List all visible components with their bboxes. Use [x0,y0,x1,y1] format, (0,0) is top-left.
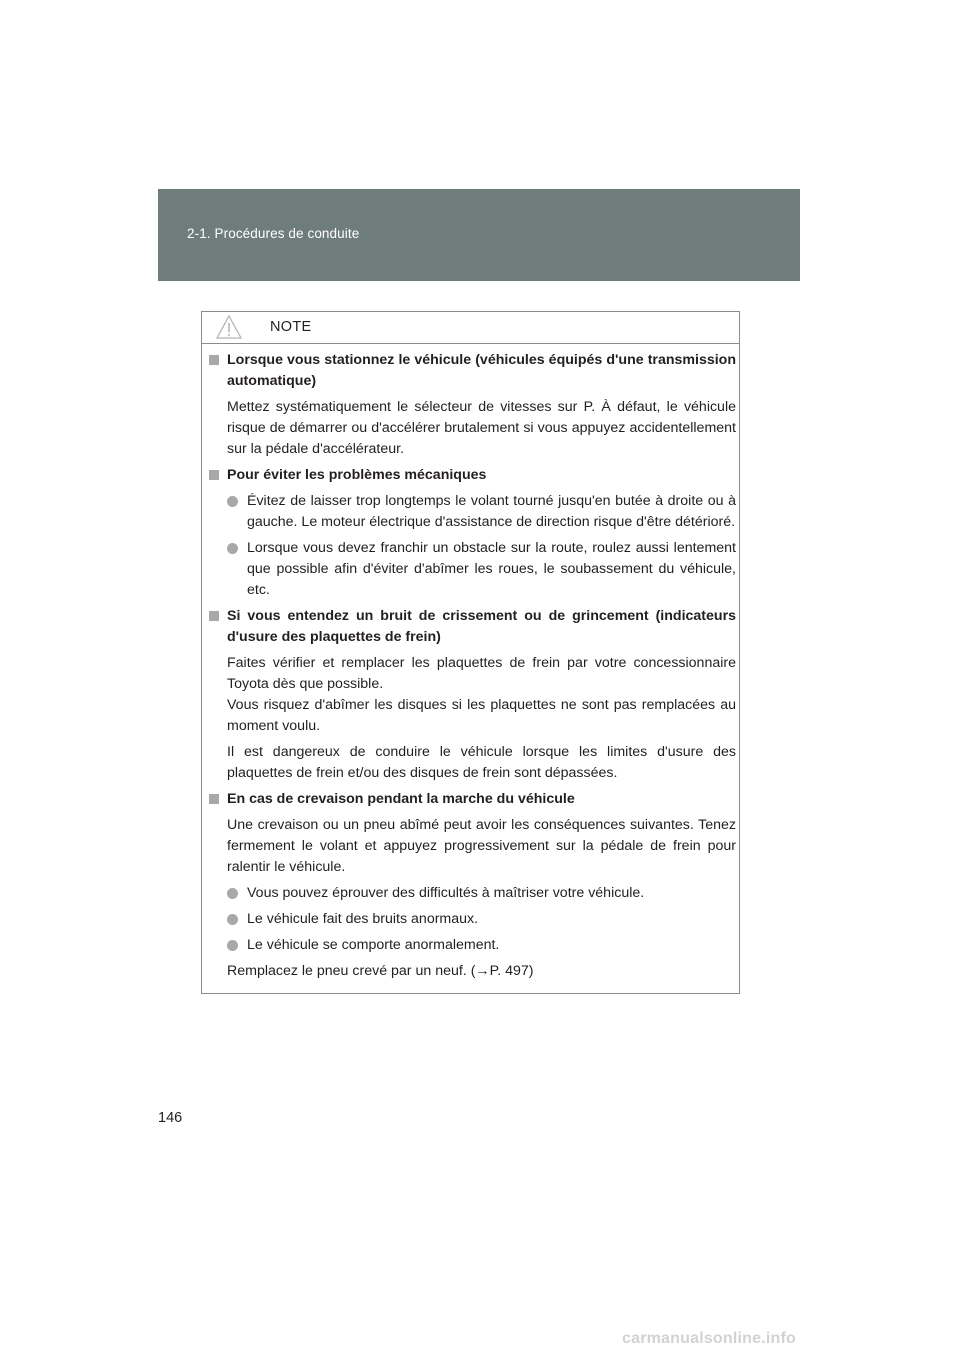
note-title: NOTE [270,319,312,335]
bullet-item [209,909,736,930]
section-title: 2-1. Procédures de conduite [187,226,360,241]
section-heading-text: Pour éviter les problèmes mécaniques [227,467,487,483]
paragraph-line: Vous risquez d'abîmer les disques si les plaquettes ne sont pas remplacées au moment voulu. [227,697,736,734]
bullet-item [209,883,736,904]
square-bullet-icon [209,611,219,621]
circle-bullet-icon [227,888,238,899]
page-reference[interactable]: Remplacez le pneu crevé par un neuf. (→P. 497) [227,963,534,979]
bullet-item [209,538,736,601]
section-heading-text: En cas de crevaison pendant la marche du véhicule [227,791,575,807]
paragraph [209,653,736,737]
page-number: 146 [158,1110,183,1126]
circle-bullet-icon [227,914,238,925]
bullet-item [209,935,736,956]
paragraph: Une crevaison ou un pneu abîmé peut avoir les conséquences suivantes. Tenez fermement le volant et appuyez progressivement sur la pédale de frein pour ralentir le véhicule. [227,817,736,875]
paragraph: Il est dangereux de conduire le véhicule lorsque les limites d'usure des plaquettes de frein et/ou des disques de frein sont dépassées. [227,744,736,781]
section-heading [209,606,736,648]
warning-triangle-icon [215,314,243,340]
section-heading [209,350,736,392]
header-band [158,189,800,281]
note-box [201,311,740,994]
note-section-brake-wear [209,606,736,784]
bullet-item [209,491,736,533]
bullet-text: Vous pouvez éprouver des difficultés à maîtriser votre véhicule. [247,885,645,901]
note-section-mechanical [209,465,736,601]
circle-bullet-icon [227,543,238,554]
section-heading [209,465,736,486]
circle-bullet-icon [227,496,238,507]
watermark: carmanualsonline.info [622,1330,797,1347]
section-heading [209,789,736,810]
bullet-text: Le véhicule fait des bruits anormaux. [247,911,479,927]
square-bullet-icon [209,470,219,480]
note-content [209,350,736,987]
bullet-text: Évitez de laisser trop longtemps le volant tourné jusqu'en butée à droite ou à gauche. Le moteur électrique d'assistance de direction risque d'être détérioré. [247,493,736,530]
section-heading-text: Lorsque vous stationnez le véhicule (véhicules équipés d'une transmission automatique) [227,352,736,389]
square-bullet-icon [209,794,219,804]
bullet-text: Lorsque vous devez franchir un obstacle sur la route, roulez aussi lentement que possible afin d'éviter d'abîmer les roues, le soubassement du véhicule, etc. [247,540,736,598]
circle-bullet-icon [227,940,238,951]
square-bullet-icon [209,355,219,365]
section-heading-text: Si vous entendez un bruit de crissement ou de grincement (indicateurs d'usure des plaquettes de frein) [227,608,736,645]
paragraph-line: Faites vérifier et remplacer les plaquettes de frein par votre concessionnaire Toyota dès que possible. [227,655,736,692]
paragraph: Mettez systématiquement le sélecteur de vitesses sur P. À défaut, le véhicule risque de démarrer ou d'accélérer brutalement si vous appuyez accidentellement sur la pédale d'accélérateur. [227,399,736,457]
note-section-parking [209,350,736,460]
bullet-text: Le véhicule se comporte anormalement. [247,937,500,953]
note-header [202,312,739,344]
note-section-puncture [209,789,736,982]
